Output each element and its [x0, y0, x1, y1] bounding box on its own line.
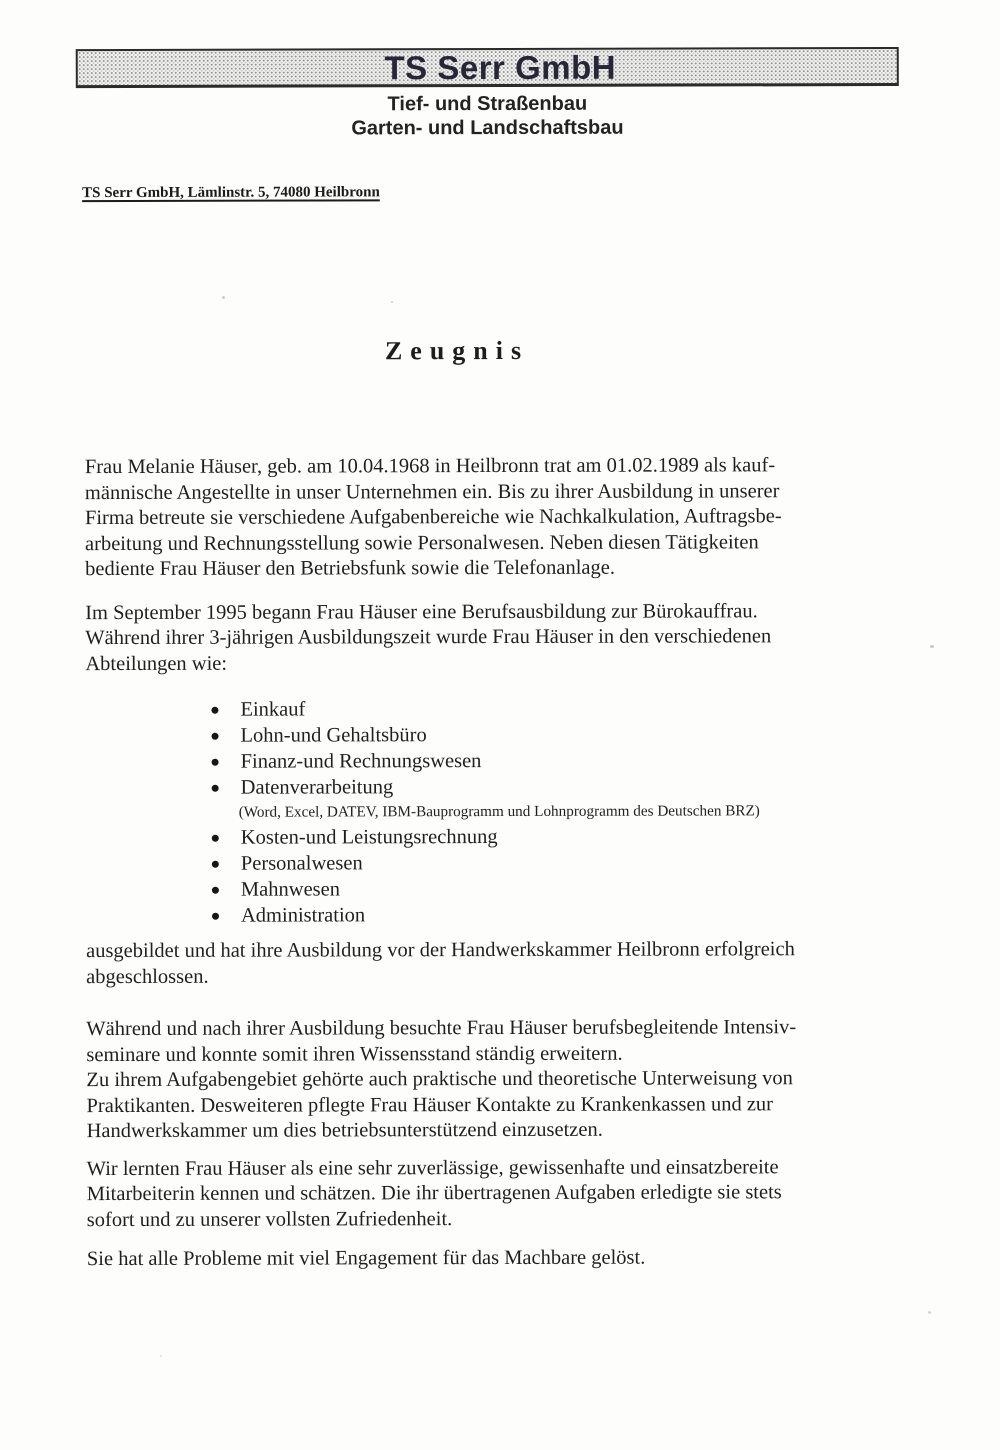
bullet-item	[86, 901, 826, 929]
scan-speck	[222, 296, 225, 299]
bullet-item	[86, 849, 826, 877]
bullet-list	[85, 695, 826, 929]
text-line: Wir lernten Frau Häuser als eine sehr zuverlässige, gewissenhafte und einsatzbereite	[86, 1155, 779, 1180]
paragraph	[85, 453, 825, 582]
text-line: Frau Melanie Häuser, geb. am 10.04.1968 in Heilbronn trat am 01.02.1989 als kauf-	[84, 454, 776, 479]
text-line: Abteilungen wie:	[85, 652, 228, 675]
document-sheet	[0, 47, 1000, 1273]
bullet-note: (Word, Excel, DATEV, IBM-Bauprogramm und Lohnprogramm des Deutschen BRZ)	[238, 802, 760, 821]
text-line: Während und nach ihrer Ausbildung besuchte Frau Häuser berufsbegleitende Intensiv-	[86, 1016, 797, 1041]
bullet-icon	[212, 835, 219, 842]
bullet-label: Kosten-und Leistungsrechnung	[240, 826, 498, 849]
bullet-icon	[212, 861, 219, 868]
bullet-icon	[212, 733, 219, 740]
sender-address-line: TS Serr GmbH, Lämlinstr. 5, 74080 Heilbronn	[82, 184, 380, 202]
text-line: Während ihrer 3-jährigen Ausbildungszeit wurde Frau Häuser in den verschiedenen	[85, 625, 772, 650]
bullet-item	[85, 721, 825, 749]
document-body	[85, 453, 827, 1272]
paragraph	[86, 1015, 826, 1144]
text-line: Sie hat alle Probleme mit viel Engagement für das Machbare gelöst.	[86, 1246, 646, 1271]
text-line: arbeitung und Rechnungsstellung sowie Personalwesen. Neben diesen Tätigkeiten	[84, 530, 759, 555]
bullet-label: Lohn-und Gehaltsbüro	[240, 724, 427, 747]
company-name-box	[76, 47, 899, 88]
bullet-item	[86, 747, 826, 775]
bullet-item	[86, 823, 826, 851]
text-line: seminare und konnte somit ihren Wissensstand ständig erweitern.	[86, 1042, 623, 1066]
bullet-icon	[212, 785, 219, 792]
scan-speck	[160, 1355, 162, 1357]
bullet-item	[85, 695, 825, 723]
company-name: TS Serr GmbH	[384, 48, 617, 87]
business-lines	[76, 91, 899, 141]
text-line: Mitarbeiterin kennen und schätzen. Die ihr übertragenen Aufgaben erledigte sie stets	[86, 1181, 782, 1206]
bullet-item	[86, 875, 826, 903]
paragraph	[87, 1245, 827, 1272]
bullet-icon	[212, 759, 219, 766]
paragraph	[85, 599, 825, 677]
text-line: Firma betreute sie verschiedene Aufgabenbereiche wie Nachkalkulation, Auftragsbe-	[84, 505, 782, 530]
bullet-label: Finanz-und Rechnungswesen	[240, 750, 482, 773]
scan-speck	[391, 301, 393, 303]
text-line: abgeschlossen.	[86, 965, 209, 988]
bullet-icon	[212, 913, 219, 920]
bullet-label: Datenverarbeitung	[240, 776, 394, 799]
paragraph	[86, 937, 826, 990]
business-line-2: Garten- und Landschaftsbau	[351, 116, 624, 140]
bullet-label: Administration	[240, 904, 366, 927]
bullet-label: Einkauf	[240, 698, 306, 721]
text-line: sofort und zu unserer vollsten Zufriedenheit.	[86, 1207, 453, 1231]
text-line: bediente Frau Häuser den Betriebsfunk sowie die Telefonanlage.	[85, 556, 615, 581]
bullet-label: Personalwesen	[240, 852, 363, 875]
business-line-1: Tief- und Straßenbau	[387, 92, 588, 116]
text-line: ausgebildet und hat ihre Ausbildung vor der Handwerkskammer Heilbronn erfolgreich	[86, 938, 795, 963]
bullet-icon	[211, 707, 218, 714]
paragraph	[87, 1155, 827, 1233]
scan-speck	[928, 1311, 931, 1314]
text-line: Praktikanten. Desweiteren pflegte Frau Häuser Kontakte zu Krankenkassen und zur	[86, 1092, 774, 1117]
letterhead	[0, 47, 999, 142]
text-line: Zu ihrem Aufgabengebiet gehörte auch praktische und theoretische Unterweisung von	[86, 1067, 793, 1092]
bullet-item	[86, 773, 826, 801]
text-line: männische Angestellte in unser Unternehmen ein. Bis zu ihrer Ausbildung in unserer	[84, 479, 780, 504]
bullet-label: Mahnwesen	[240, 878, 341, 901]
bullet-icon	[212, 887, 219, 894]
document-title: Zeugnis	[384, 335, 530, 366]
text-line: Handwerkskammer um dies betriebsunterstützend einzusetzen.	[86, 1118, 603, 1143]
text-line: Im September 1995 begann Frau Häuser eine Berufsausbildung zur Bürokauffrau.	[85, 599, 758, 624]
scan-speck	[930, 645, 934, 648]
